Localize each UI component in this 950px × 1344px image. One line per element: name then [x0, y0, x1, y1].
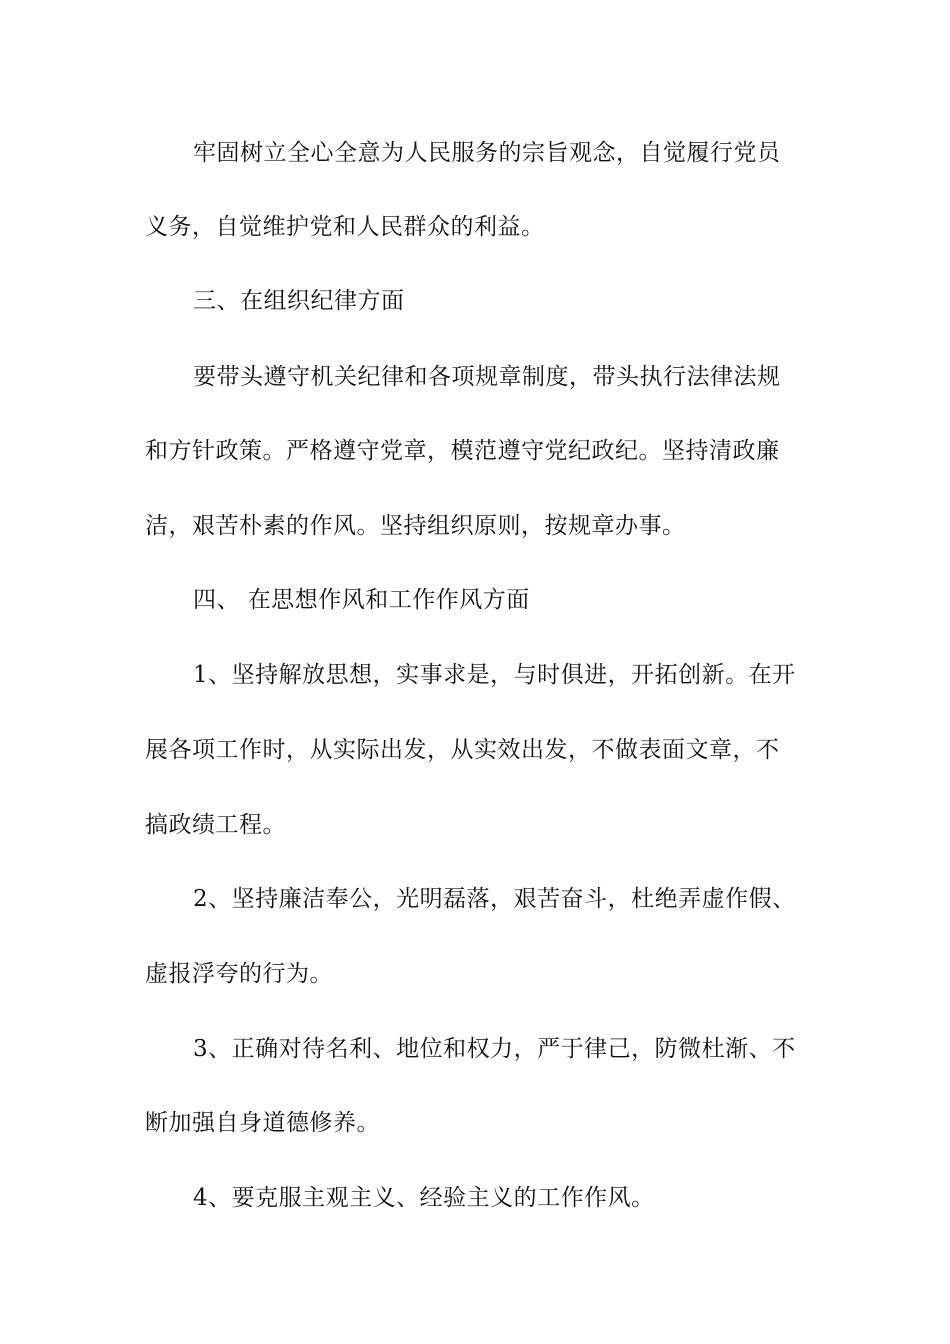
section-heading: 四、 在思想作风和工作作风方面	[193, 587, 530, 613]
paragraph-line: 4、要克服主观主义、经验主义的工作作风。	[193, 1185, 655, 1211]
paragraph-line: 虚报浮夸的行为。	[145, 961, 333, 987]
paragraph-line: 洁，艰苦朴素的作风。坚持组织原则，按规章办事。	[145, 513, 686, 539]
paragraph-line: 牢固树立全心全意为人民服务的宗旨观念，自觉履行党员	[193, 140, 781, 166]
section-heading: 三、在组织纪律方面	[193, 288, 405, 314]
paragraph-line: 要带头遵守机关纪律和各项规章制度，带头执行法律法规	[193, 364, 781, 390]
paragraph-line: 搞政绩工程。	[145, 812, 286, 838]
paragraph-line: 1、坚持解放思想，实事求是，与时俱进，开拓创新。在开	[193, 662, 796, 688]
paragraph-line: 3、正确对待名利、地位和权力，严于律己，防微杜渐、不	[193, 1036, 796, 1062]
paragraph-line: 和方针政策。严格遵守党章，模范遵守党纪政纪。坚持清政廉	[145, 438, 780, 464]
paragraph-line: 义务，自觉维护党和人民群众的利益。	[145, 214, 545, 240]
paragraph-line: 断加强自身道德修养。	[145, 1110, 380, 1136]
paragraph-line: 2、坚持廉洁奉公，光明磊落，艰苦奋斗，杜绝弄虚作假、	[193, 886, 796, 912]
paragraph-line: 展各项工作时，从实际出发，从实效出发，不做表面文章，不	[145, 737, 780, 763]
